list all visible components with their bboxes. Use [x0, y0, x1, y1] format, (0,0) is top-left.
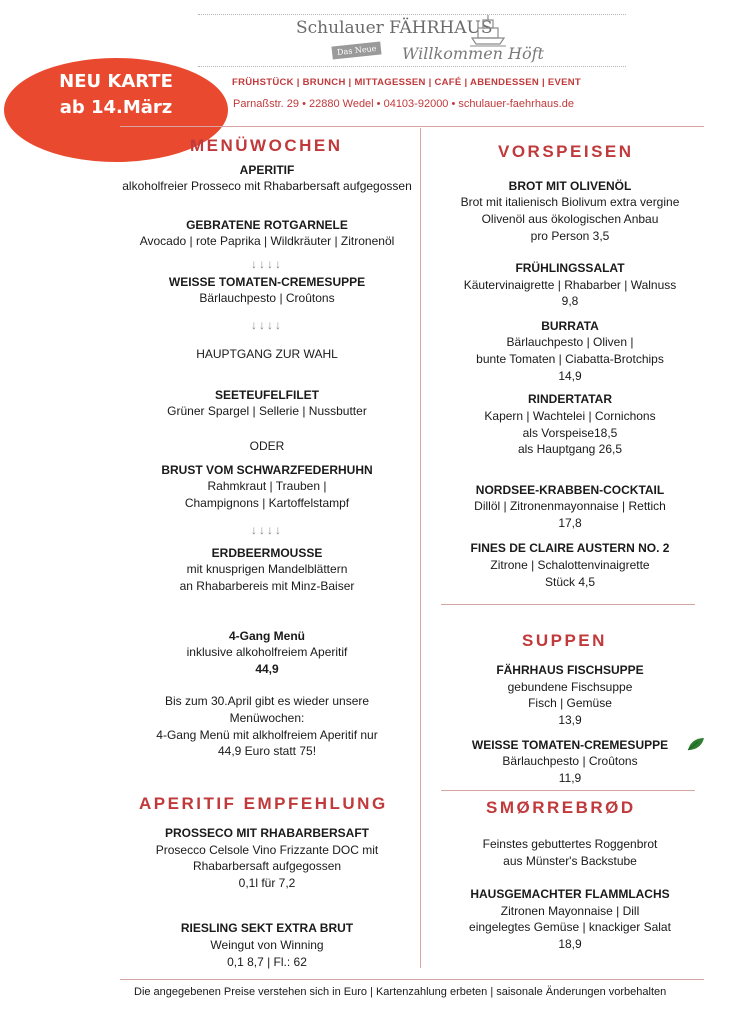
rec2-price: 0,1 8,7 | Fl.: 62	[227, 955, 307, 969]
menu-note1: Bis zum 30.April gibt es wieder unsere	[164, 694, 370, 708]
suppen-heading: SUPPEN	[522, 631, 607, 650]
main-choice: HAUPTGANG ZUR WAHL	[196, 347, 338, 361]
dessert-title: ERDBEERMOUSSE	[211, 546, 323, 560]
main2-desc2: Champignons | Kartoffelstampf	[184, 496, 350, 510]
smorrebrod-section	[438, 0, 702, 1000]
course2-desc: Bärlauchpesto | Croûtons	[199, 291, 335, 305]
course2-title: WEISSE TOMATEN-CREMESUPPE	[168, 275, 366, 289]
smorrebrod-heading: SMØRREBRØD	[486, 798, 636, 817]
course1-desc: Avocado | rote Paprika | Wildkräuter | Zitronenöl	[139, 234, 395, 248]
main1-title: SEETEUFELFILET	[214, 388, 319, 402]
suppe2-price: 11,9	[558, 771, 582, 785]
vorspeise1-desc2: Olivenöl aus ökologischen Anbau	[481, 212, 659, 226]
vorspeise2-desc: Käutervinaigrette | Rhabarber | Walnuss	[463, 278, 677, 292]
vorspeise5-title: NORDSEE-KRABBEN-COCKTAIL	[475, 483, 665, 497]
vorspeise3-title: BURRATA	[541, 319, 599, 333]
aperitif-empfehlung-heading: APERITIF EMPFEHLUNG	[139, 794, 388, 813]
header-nav: FRÜHSTÜCK | BRUNCH | MITTAGESSEN | CAFÉ | ABENDESSEN | EVENT	[232, 77, 582, 88]
aperitif-title: APERITIF	[239, 163, 295, 177]
aperitif-desc: alkoholfreier Prosseco mit Rhabarbersaft aufgegossen	[122, 179, 412, 193]
logo-brand: Schulauer FÄHRHAUS	[296, 18, 493, 38]
main2-desc1: Rahmkraut | Trauben |	[207, 479, 327, 493]
rec2-title: RIESLING SEKT EXTRA BRUT	[180, 921, 354, 935]
vorspeise1-desc3: pro Person 3,5	[530, 229, 610, 243]
smorrebrod1-title: HAUSGEMACHTER FLAMMLACHS	[470, 887, 670, 901]
vorspeise3-desc2: bunte Tomaten | Ciabatta-Brotchips	[476, 352, 664, 366]
vorspeise4-desc3: als Hauptgang 26,5	[517, 442, 623, 456]
vorspeise1-title: BROT MIT OLIVENÖL	[508, 179, 632, 193]
menuwochen-heading: MENÜWOCHEN	[190, 136, 343, 155]
rec2-desc: Weingut von Winning	[210, 938, 324, 952]
dessert-desc2: an Rhabarbereis mit Minz-Baiser	[179, 579, 355, 593]
vorspeise6-desc2: Stück 4,5	[544, 575, 596, 589]
smorrebrod-intro1: Feinstes gebuttertes Roggenbrot	[482, 837, 658, 851]
badge-line2: ab 14.März	[59, 97, 173, 118]
suppe2-desc: Bärlauchpesto | Croûtons	[502, 754, 638, 768]
vorspeise4-desc1: Kapern | Wachtelei | Cornichons	[484, 409, 656, 423]
menu-note2: Menüwochen:	[229, 711, 305, 725]
rec1-desc1: Prosecco Celsole Vino Frizzante DOC mit	[155, 843, 379, 857]
smorrebrod1-desc2: eingelegtes Gemüse | knackiger Salat	[469, 920, 671, 934]
vorspeisen-heading: VORSPEISEN	[498, 142, 634, 161]
vorspeise4-desc2: als Vorspeise18,5	[522, 426, 618, 440]
menu-price: 44,9	[255, 662, 279, 676]
rec1-price: 0,1l für 7,2	[238, 876, 296, 890]
aperitif-empfehlung-section	[112, 0, 422, 1000]
vorspeise3-price: 14,9	[558, 369, 582, 383]
vorspeise2-title: FRÜHLINGSSALAT	[515, 261, 625, 275]
vorspeise6-desc1: Zitrone | Schalottenvinaigrette	[490, 558, 650, 572]
vorspeise6-title: FINES DE CLAIRE AUSTERN NO. 2	[470, 541, 670, 555]
vorspeise2-price: 9,8	[561, 294, 579, 308]
suppe1-title: FÄHRHAUS FISCHSUPPE	[496, 663, 644, 677]
logo-script: Willkommen Höft	[402, 44, 544, 63]
course1-title: GEBRATENE ROTGARNELE	[186, 218, 348, 232]
vorspeise4-title: RINDERTATAR	[528, 392, 612, 406]
header-address: Parnaßstr. 29 • 22880 Wedel • 04103-92000 • schulauer-faehrhaus.de	[233, 98, 574, 110]
suppe1-desc2: Fisch | Gemüse	[528, 696, 612, 710]
rec1-desc2: Rhabarbersaft aufgegossen	[192, 859, 342, 873]
menu-title: 4-Gang Menü	[228, 629, 305, 643]
smorrebrod-intro2: aus Münster's Backstube	[503, 854, 637, 868]
arrow-divider: ↓↓↓↓	[251, 523, 283, 537]
dessert-desc1: mit knusprigen Mandelblättern	[186, 562, 348, 576]
suppe1-price: 13,9	[558, 713, 582, 727]
main2-title: BRUST VOM SCHWARZFEDERHUHN	[161, 463, 373, 477]
vorspeise3-desc1: Bärlauchpesto | Oliven |	[506, 335, 634, 349]
vorspeise1-desc1: Brot mit italienisch Biolivum extra vergine	[460, 195, 680, 209]
vorspeise5-desc: Dillöl | Zitronenmayonnaise | Rettich	[474, 499, 666, 513]
rec1-title: PROSSECO MIT RHABARBERSAFT	[164, 826, 369, 840]
badge-line1: NEU KARTE	[59, 71, 173, 92]
logo-tag: Das Neue	[331, 41, 382, 59]
suppe2-title: WEISSE TOMATEN-CREMESUPPE	[471, 738, 669, 752]
menu-desc: inklusive alkoholfreiem Aperitif	[186, 645, 348, 659]
smorrebrod1-price: 18,9	[558, 937, 582, 951]
suppe1-desc1: gebundene Fischsuppe	[507, 680, 633, 694]
vorspeise5-price: 17,8	[558, 516, 582, 530]
arrow-divider: ↓↓↓↓	[251, 318, 283, 332]
smorrebrod1-desc1: Zitronen Mayonnaise | Dill	[500, 904, 640, 918]
menu-note4: 44,9 Euro statt 75!	[217, 744, 317, 758]
arrow-divider: ↓↓↓↓	[251, 257, 283, 271]
footer-note: Die angegebenen Preise verstehen sich in Euro | Kartenzahlung erbeten | saisonale Änderungen vorbehalten	[134, 986, 667, 998]
oder-label: ODER	[249, 439, 285, 453]
main1-desc: Grüner Spargel | Sellerie | Nussbutter	[167, 404, 367, 418]
menu-note3: 4-Gang Menü mit alkholfreiem Aperitif nur	[156, 728, 378, 742]
